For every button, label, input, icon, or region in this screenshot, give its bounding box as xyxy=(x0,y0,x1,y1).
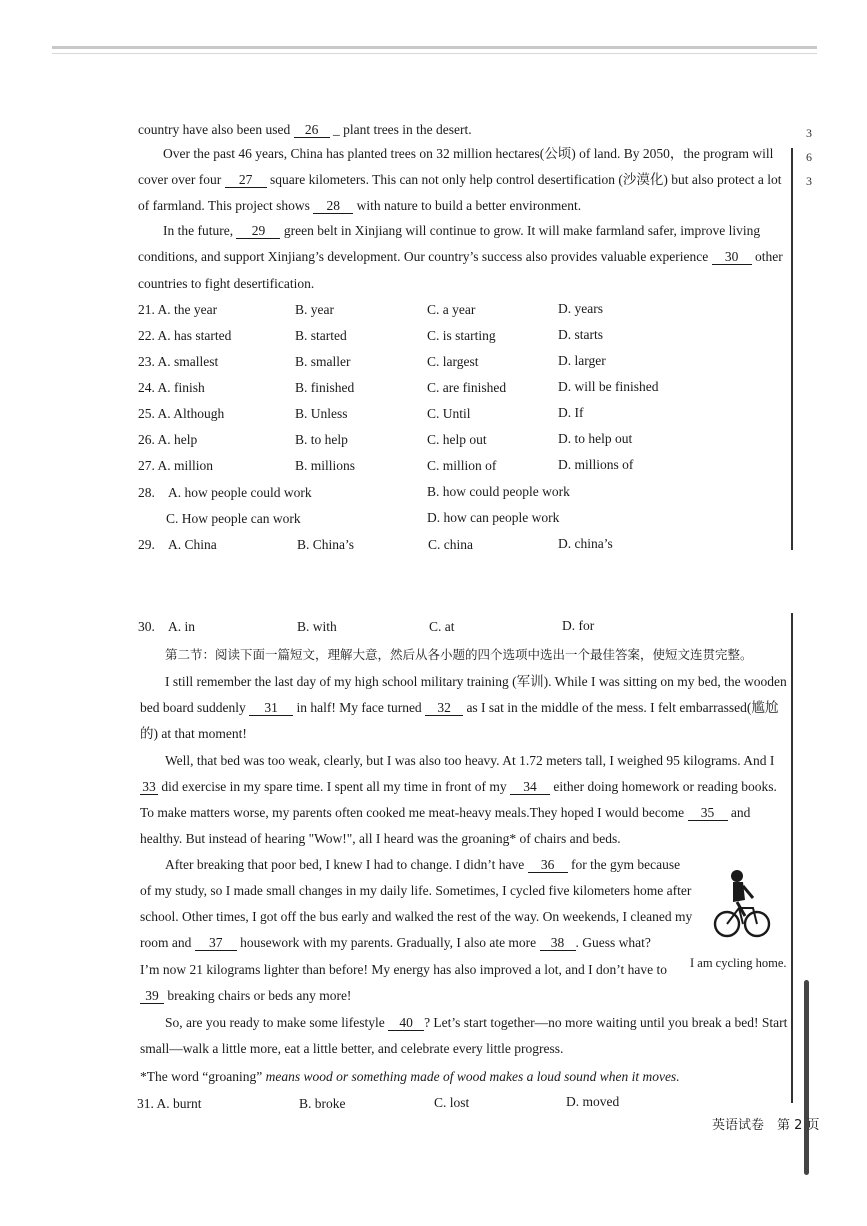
passage-line xyxy=(140,934,651,952)
question-27-a[interactable]: 27. A. million xyxy=(138,458,214,473)
passage-text: as I sat in the middle of the mess. I felt embarrassed(尴尬 xyxy=(466,700,779,715)
question-26-c[interactable]: C. help out xyxy=(427,432,487,447)
question-28-b[interactable]: B. how could people work xyxy=(427,484,570,499)
blank-34: 34 xyxy=(510,779,550,795)
passage-text: green belt in Xinjiang will continue to grow. It will make farmland safer, improve living xyxy=(283,223,761,238)
question-25-a[interactable]: 25. A. Although xyxy=(138,406,225,421)
blank-29: 29 xyxy=(236,223,280,239)
passage-line: Over the past 46 years, China has planted trees on 32 million hectares(公顷) of land. By 2050，the program will xyxy=(163,146,774,161)
margin-mark: 3 xyxy=(806,126,812,140)
question-22-c[interactable]: C. is starting xyxy=(427,328,496,343)
footnote-term: *The word “groaning” xyxy=(140,1069,263,1084)
question-22-d[interactable]: D. starts xyxy=(558,327,603,342)
passage-line: I still remember the last day of my high school military training (军训). While I was sitting on my bed, the wooden xyxy=(165,674,787,689)
question-22-a[interactable]: 22. A. has started xyxy=(138,328,232,343)
passage-line: of my study, so I made small changes in my daily life. Sometimes, I cycled five kilometers home after xyxy=(140,883,692,898)
passage-line: I’m now 21 kilograms lighter than before! My energy has also improved a lot, and I don’t have to xyxy=(140,962,668,977)
cyclist-illustration xyxy=(713,868,771,940)
passage-line: 的) at that moment! xyxy=(140,726,247,741)
passage-text: in half! My face turned xyxy=(296,700,422,715)
blank-37: 37 xyxy=(195,935,237,951)
question-25-c[interactable]: C. Until xyxy=(427,406,471,421)
page-fold-line-upper xyxy=(791,148,793,550)
page-fold-line-lower xyxy=(791,613,793,1103)
question-30-number: 30. xyxy=(138,619,155,634)
question-28-c[interactable]: C. How people can work xyxy=(166,511,301,526)
page-footer: 英语试卷 第 2 页 xyxy=(712,1118,820,1133)
passage-line xyxy=(140,699,778,717)
passage-line: small—walk a little more, eat a little better, and celebrate every little progress. xyxy=(140,1041,564,1056)
passage-text: After breaking that poor bed, I knew I had to change. I didn’t have xyxy=(165,857,525,872)
blank-35: 35 xyxy=(688,805,728,821)
passage-text: of farmland. This project shows xyxy=(138,198,310,213)
question-28-number: 28. xyxy=(138,485,155,500)
question-21-d[interactable]: D. years xyxy=(558,301,603,316)
blank-32: 32 xyxy=(425,700,463,716)
question-23-b[interactable]: B. smaller xyxy=(295,354,351,369)
passage-line xyxy=(138,197,581,215)
question-24-c[interactable]: C. are finished xyxy=(427,380,507,395)
passage-text: country have also been used xyxy=(138,122,291,137)
passage-line: countries to fight desertification. xyxy=(138,276,315,291)
question-30-c[interactable]: C. at xyxy=(429,619,455,634)
blank-39: 39 xyxy=(140,988,164,1004)
question-21-b[interactable]: B. year xyxy=(295,302,334,317)
passage-text: room and xyxy=(140,935,192,950)
question-31-c[interactable]: C. lost xyxy=(434,1095,470,1110)
question-26-a[interactable]: 26. A. help xyxy=(138,432,198,447)
footnote xyxy=(140,1068,680,1086)
question-27-d[interactable]: D. millions of xyxy=(558,457,634,472)
scan-top-edge xyxy=(52,46,817,49)
question-31-d[interactable]: D. moved xyxy=(566,1094,620,1109)
passage-text: did exercise in my spare time. I spent all my time in front of my xyxy=(161,779,507,794)
question-23-c[interactable]: C. largest xyxy=(427,354,479,369)
passage-line xyxy=(163,222,760,240)
footnote-definition: means wood or something made of wood makes a loud sound when it moves. xyxy=(265,1069,680,1084)
passage-line xyxy=(138,121,472,139)
scan-top-edge-inner xyxy=(52,53,817,54)
question-30-b[interactable]: B. with xyxy=(297,619,337,634)
passage-text: with nature to build a better environment. xyxy=(356,198,582,213)
question-29-c[interactable]: C. china xyxy=(428,537,473,552)
blank-26: 26 xyxy=(294,122,330,138)
margin-mark: 6 xyxy=(806,150,812,164)
question-25-b[interactable]: B. Unless xyxy=(295,406,348,421)
question-26-b[interactable]: B. to help xyxy=(295,432,348,447)
passage-text: . Guess what? xyxy=(575,935,651,950)
question-29-d[interactable]: D. china’s xyxy=(558,536,613,551)
passage-line xyxy=(165,856,680,874)
passage-line xyxy=(140,987,351,1005)
question-22-b[interactable]: B. started xyxy=(295,328,347,343)
question-24-a[interactable]: 24. A. finish xyxy=(138,380,205,395)
passage-line xyxy=(138,171,781,189)
passage-text: square kilometers. This can not only help control desertification (沙漠化) but also protect a lot xyxy=(269,172,782,187)
passage-text: So, are you ready to make some lifestyle xyxy=(165,1015,385,1030)
question-31-b[interactable]: B. broke xyxy=(299,1096,346,1111)
passage-text: ? Let’s start together—no more waiting until you break a bed! Start xyxy=(424,1015,788,1030)
passage-text: cover over four xyxy=(138,172,222,187)
passage-line: healthy. But instead of hearing "Wow!", all I heard was the groaning* of chairs and beds. xyxy=(140,831,621,846)
passage-line: school. Other times, I got off the bus early and walked the rest of the way. On weekends, I cleaned my xyxy=(140,909,693,924)
blank-27: 27 xyxy=(225,172,267,188)
question-24-b[interactable]: B. finished xyxy=(295,380,355,395)
question-30-a[interactable]: A. in xyxy=(168,619,195,634)
question-28-a[interactable]: A. how people could work xyxy=(168,485,312,500)
blank-31: 31 xyxy=(249,700,293,716)
question-21-c[interactable]: C. a year xyxy=(427,302,476,317)
question-30-d[interactable]: D. for xyxy=(562,618,595,633)
passage-line xyxy=(140,804,750,822)
question-27-b[interactable]: B. millions xyxy=(295,458,356,473)
question-27-c[interactable]: C. million of xyxy=(427,458,497,473)
margin-mark: 3 xyxy=(806,174,812,188)
question-23-a[interactable]: 23. A. smallest xyxy=(138,354,219,369)
passage-text: other xyxy=(755,249,783,264)
question-23-d[interactable]: D. larger xyxy=(558,353,606,368)
passage-line: Well, that bed was too weak, clearly, but I was also too heavy. At 1.72 meters tall, I weighed 95 kilograms. And I xyxy=(165,753,775,768)
passage-text: In the future, xyxy=(163,223,234,238)
question-24-d[interactable]: D. will be finished xyxy=(558,379,659,394)
passage-text: To make matters worse, my parents often cooked me meat-heavy meals.They hoped I would become xyxy=(140,805,685,820)
passage-text: and xyxy=(730,805,751,820)
passage-line xyxy=(140,778,777,796)
question-29-number: 29. xyxy=(138,537,155,552)
blank-36: 36 xyxy=(528,857,568,873)
passage-text: conditions, and support Xinjiang’s development. Our country’s success also provides valuable experience xyxy=(138,249,709,264)
passage-line xyxy=(165,1014,787,1032)
blank-28: 28 xyxy=(313,198,353,214)
illustration-caption: I am cycling home. xyxy=(690,956,787,970)
question-26-d[interactable]: D. to help out xyxy=(558,431,633,446)
passage-text: _ plant trees in the desert. xyxy=(332,122,472,137)
question-29-a[interactable]: A. China xyxy=(168,537,217,552)
question-21-a[interactable]: 21. A. the year xyxy=(138,302,218,317)
blank-38: 38 xyxy=(540,935,576,951)
passage-text: housework with my parents. Gradually, I also ate more xyxy=(240,935,537,950)
scrollbar[interactable] xyxy=(804,980,809,1175)
passage-line xyxy=(138,248,783,266)
blank-30: 30 xyxy=(712,249,752,265)
question-25-d[interactable]: D. If xyxy=(558,405,584,420)
question-31-a[interactable]: 31. A. burnt xyxy=(137,1096,202,1111)
question-28-d[interactable]: D. how can people work xyxy=(427,510,560,525)
passage-text: bed board suddenly xyxy=(140,700,246,715)
passage-text: breaking chairs or beds any more! xyxy=(167,988,352,1003)
section-2-instructions: 第二节：阅读下面一篇短文，理解大意，然后从各小题的四个选项中选出一个最佳答案，使短文连贯完整。 xyxy=(165,647,753,662)
blank-33: 33 xyxy=(140,779,158,795)
blank-40: 40 xyxy=(388,1015,424,1031)
question-29-b[interactable]: B. China’s xyxy=(297,537,355,552)
passage-text: for the gym because xyxy=(571,857,681,872)
passage-text: either doing homework or reading books. xyxy=(553,779,777,794)
